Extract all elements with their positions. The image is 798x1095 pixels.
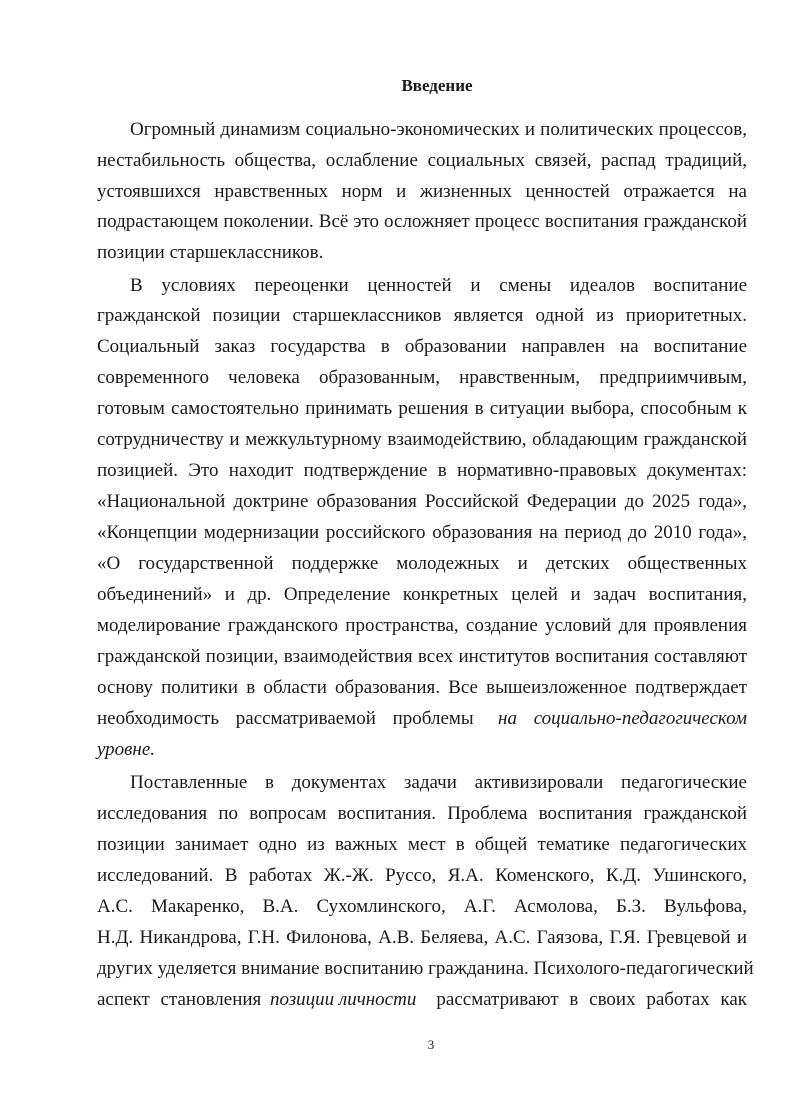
paragraph-line: исследований. В работах Ж.-Ж. Руссо, Я.А. Коменского, К.Д. Ушинского,: [97, 865, 747, 886]
paragraph-line: устоявшихся нравственных норм и жизненных ценностей отражается на: [97, 181, 747, 202]
page-number: 3: [427, 1037, 435, 1052]
paragraph-line: подрастающем поколении. Всё это осложняет процесс воспитания гражданской: [97, 211, 747, 232]
paragraph-line: уровне.: [97, 739, 156, 760]
paragraph-line: Огромный динамизм социально-экономических и политических процессов,: [130, 119, 747, 140]
paragraph-line: позиции старшеклассников.: [97, 242, 324, 263]
paragraph-line: моделирование гражданского пространства, создание условий для проявления: [97, 615, 747, 636]
paragraph-line: основу политики в области образования. Все вышеизложенное подтверждает: [97, 677, 747, 698]
section-heading: Введение: [401, 76, 473, 95]
italic-text: на социально-педагогическом: [498, 708, 747, 729]
paragraph-line: «Концепции модернизации российского образования на период до 2010 года»,: [97, 522, 747, 543]
paragraph-line: гражданской позиции старшеклассников является одной из приоритетных.: [97, 305, 747, 326]
paragraph-line: современного человека образованным, нравственным, предприимчивым,: [97, 367, 747, 388]
paragraph-line: нестабильность общества, ослабление социальных связей, распад традиций,: [97, 150, 747, 171]
paragraph-line: [97, 984, 747, 1015]
line-text: необходимость рассматриваемой проблемы: [97, 708, 474, 729]
italic-text: позиции личности: [270, 989, 417, 1010]
paragraph-line: Н.Д. Никандрова, Г.Н. Филонова, А.В. Беляева, А.С. Гаязова, Г.Я. Гревцевой и: [97, 927, 747, 948]
paragraph-line: Поставленные в документах задачи активизировали педагогические: [130, 772, 747, 793]
paragraph-line: [97, 703, 747, 734]
paragraph-line: исследования по вопросам воспитания. Проблема воспитания гражданской: [97, 803, 747, 824]
paragraph-line: гражданской позиции, взаимодействия всех институтов воспитания составляют: [97, 646, 747, 667]
paragraph-line: объединений» и др. Определение конкретных целей и задач воспитания,: [97, 584, 747, 605]
paragraph-line: позиции занимает одно из важных мест в общей тематике педагогических: [97, 834, 747, 855]
line-text: аспект становления: [97, 989, 262, 1010]
paragraph-line: «О государственной поддержке молодежных и детских общественных: [97, 553, 747, 574]
line-text: рассматривают в своих работах как: [436, 989, 747, 1010]
paragraph-line: «Национальной доктрине образования Российской Федерации до 2025 года»,: [97, 491, 747, 512]
paragraph-line: сотрудничеству и межкультурному взаимодействию, обладающим гражданской: [97, 429, 747, 450]
paragraph-line: В условиях переоценки ценностей и смены идеалов воспитание: [130, 275, 747, 296]
paragraph-line: А.С. Макаренко, В.А. Сухомлинского, А.Г. Асмолова, Б.З. Вульфова,: [97, 896, 747, 917]
paragraph-line: позицией. Это находит подтверждение в нормативно-правовых документах:: [97, 460, 747, 481]
paragraph-line: готовым самостоятельно принимать решения в ситуации выбора, способным к: [97, 398, 747, 419]
paragraph-line: других уделяется внимание воспитанию гражданина. Психолого-педагогический: [97, 958, 754, 979]
paragraph-line: Социальный заказ государства в образовании направлен на воспитание: [97, 336, 747, 357]
